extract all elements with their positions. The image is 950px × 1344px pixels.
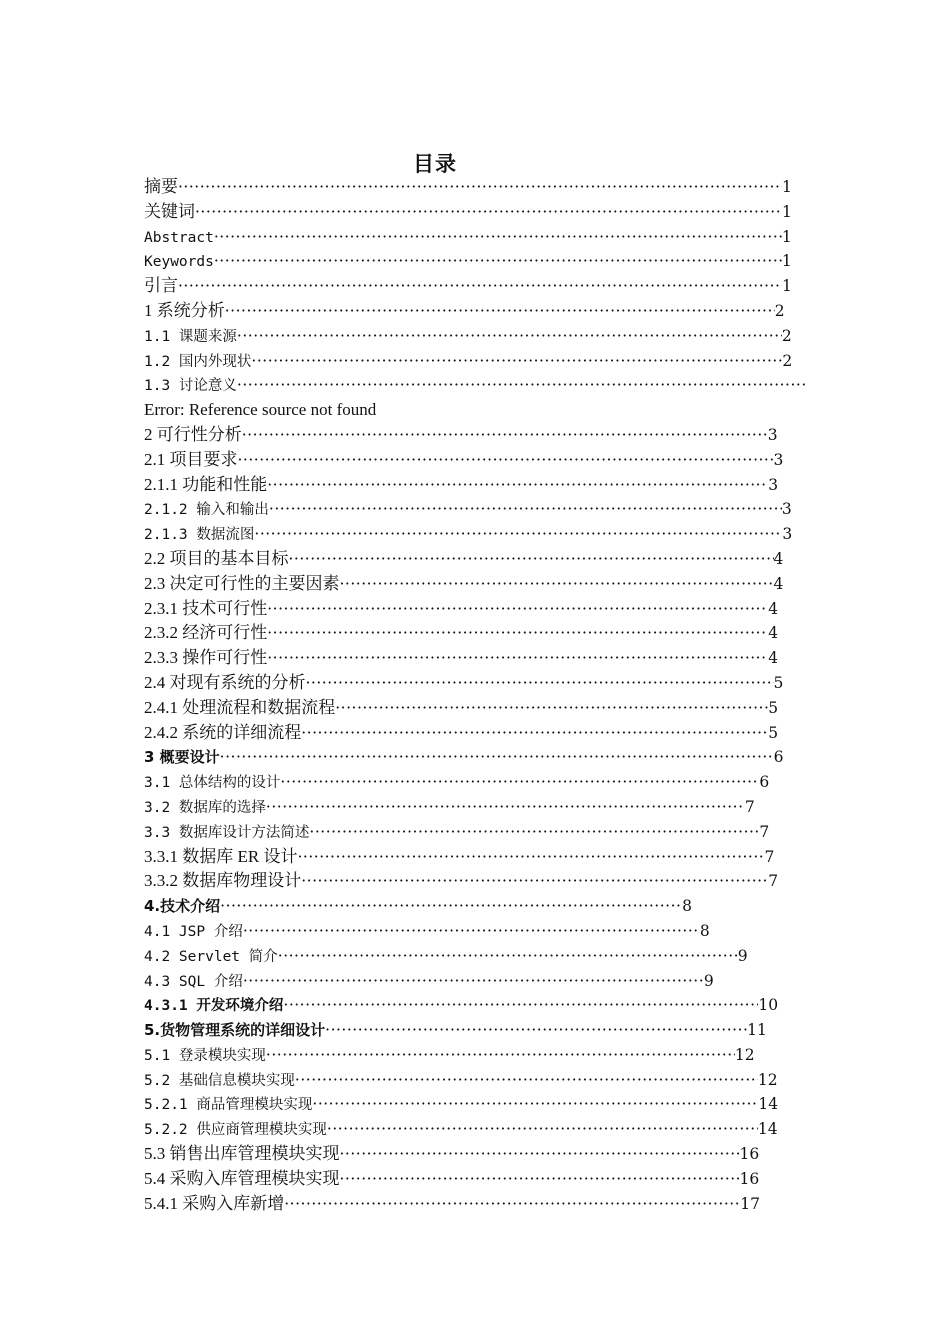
toc-entry-label: Error: Reference source not found: [144, 400, 377, 420]
toc-entry-label: 2.1.1 功能和性能: [144, 474, 268, 494]
toc-entry[interactable]: [144, 249, 808, 274]
toc-entry[interactable]: [144, 646, 808, 671]
toc-entry[interactable]: [144, 1043, 808, 1068]
toc-entry-label: 5.1 登录模块实现: [144, 1047, 266, 1064]
toc-dot-leader: [195, 200, 782, 225]
toc-page-number: 8: [699, 921, 710, 940]
toc-entry-label: 5.4 采购入库管理模块实现: [144, 1168, 340, 1188]
toc-page-number: 4: [773, 549, 784, 568]
toc-page-number: 1: [782, 178, 792, 196]
toc-entry[interactable]: [144, 349, 808, 374]
toc-entry-label: 2.1.3 数据流图: [144, 527, 255, 544]
toc-entry-label: 4.技术介绍: [144, 897, 221, 916]
toc-dot-leader: [237, 373, 808, 398]
toc-entry[interactable]: [144, 845, 808, 870]
toc-page-number: 16: [739, 1169, 760, 1188]
toc-page-number: 14: [757, 1120, 778, 1139]
toc-dot-leader: [178, 175, 782, 200]
toc-entry-label: 3.2 数据库的选择: [144, 799, 266, 816]
toc-entry-label: 3.3.2 数据库物理设计: [144, 871, 302, 891]
toc-entry-label: 1.1 课题来源: [144, 328, 237, 345]
toc-entry-label: 1.3 讨论意义: [144, 378, 237, 395]
toc-page-number: 2: [781, 326, 792, 345]
toc-page-number: 3: [782, 525, 793, 544]
toc-page-number: 3: [767, 425, 778, 444]
toc-entry[interactable]: [144, 1018, 808, 1043]
toc-page-number: 2: [782, 351, 793, 370]
toc-page-number: 17: [740, 1194, 760, 1213]
toc-page-number: 1: [782, 277, 792, 296]
toc-entry-label: 2.2 项目的基本目标: [144, 548, 289, 568]
toc-dot-leader: [266, 795, 745, 820]
toc-entry[interactable]: [144, 1092, 808, 1117]
toc-page-number: 7: [768, 872, 779, 891]
toc-entry-label: 4.3.1 开发环境介绍: [144, 998, 284, 1015]
toc-dot-leader: [243, 919, 700, 944]
toc-entry-label: 2 可行性分析: [144, 424, 242, 444]
toc-entry-label: Keywords: [144, 254, 214, 271]
toc-dot-leader: [340, 572, 774, 597]
toc-dot-leader: [238, 448, 774, 473]
toc-dot-leader: [266, 1043, 735, 1068]
toc-entry[interactable]: [144, 1117, 808, 1142]
toc-entry-label: 5.2 基础信息模块实现: [144, 1072, 295, 1089]
toc-dot-leader: [251, 349, 782, 374]
toc-entry[interactable]: [144, 671, 808, 696]
toc-page-number: 1: [781, 227, 792, 246]
toc-dot-leader: [267, 597, 768, 622]
toc-page-number: 16: [739, 1145, 760, 1164]
toc-page-number: 4: [768, 599, 779, 618]
toc-title: 目录: [413, 152, 457, 176]
toc-entry[interactable]: [144, 944, 808, 969]
toc-dot-leader: [243, 969, 704, 994]
toc-entry[interactable]: [144, 770, 808, 795]
toc-entry-label: 2.3.1 技术可行性: [144, 598, 268, 618]
toc-page-number: 4: [768, 624, 779, 643]
toc-entry[interactable]: [144, 1167, 808, 1192]
toc-page-number: 10: [758, 996, 779, 1015]
toc-entry-label: 2.4 对现有系统的分析: [144, 672, 306, 692]
toc-page-number: 2: [774, 301, 785, 320]
toc-entry-label: 3.3 数据库设计方法简述: [144, 824, 310, 841]
toc-dot-leader: [267, 473, 768, 498]
toc-entry[interactable]: [144, 721, 808, 746]
toc-entry[interactable]: [144, 175, 808, 200]
toc-entry-label: 5.2.1 商品管理模块实现: [144, 1097, 313, 1114]
toc-dot-leader: [269, 497, 782, 522]
toc-dot-leader: [301, 869, 768, 894]
toc-entry[interactable]: [144, 572, 808, 597]
toc-dot-leader: [340, 1167, 740, 1192]
toc-entry[interactable]: [144, 894, 808, 919]
toc-page-number: 6: [759, 773, 770, 792]
toc-entry-label: 5.3 销售出库管理模块实现: [144, 1144, 340, 1164]
toc-dot-leader: [306, 671, 774, 696]
toc-dot-leader: [325, 1018, 747, 1043]
toc-entry-label: 2.3.3 操作可行性: [144, 648, 268, 668]
toc-entry-label: 3 概要设计: [144, 748, 220, 767]
toc-entry[interactable]: [144, 919, 808, 944]
toc-page-number: 7: [759, 822, 770, 841]
toc-entry-label: 摘要: [144, 177, 178, 196]
toc-entry[interactable]: [144, 324, 808, 349]
toc-entry[interactable]: [144, 497, 808, 522]
toc-entry[interactable]: [144, 299, 808, 324]
toc-dot-leader: [254, 522, 782, 547]
toc-entry[interactable]: [144, 274, 808, 299]
toc-page-number: 1: [782, 202, 792, 221]
toc-entry[interactable]: [144, 225, 808, 250]
toc-page-number: 5: [773, 673, 784, 692]
toc-dot-leader: [214, 249, 782, 274]
toc-page-number: 7: [764, 847, 775, 866]
toc-page-number: 3: [768, 475, 779, 494]
toc-entry-label: 3.1 总体结构的设计: [144, 775, 281, 792]
toc-page-number: 5: [768, 698, 779, 717]
toc-dot-leader: [220, 745, 774, 770]
toc-dot-leader: [267, 646, 768, 671]
toc-dot-leader: [309, 820, 759, 845]
toc-dot-leader: [237, 324, 782, 349]
toc-entry-label: 4.2 Servlet 简介: [144, 948, 278, 965]
toc-dot-leader: [280, 770, 759, 795]
toc-entry[interactable]: [144, 1192, 808, 1217]
toc-entry-label: 关键词: [144, 201, 195, 221]
toc-entry[interactable]: [144, 373, 808, 398]
toc-entry-label: 2.3.2 经济可行性: [144, 623, 268, 643]
toc-page-number: 6: [773, 748, 784, 767]
toc-entry-label: 2.1 项目要求: [144, 449, 238, 469]
toc-entry[interactable]: [144, 993, 808, 1018]
toc-entry[interactable]: [144, 423, 808, 448]
toc-dot-leader: [225, 299, 775, 324]
toc-entry[interactable]: [144, 398, 808, 423]
toc-dot-leader: [301, 721, 768, 746]
toc-entry-label: 2.4.2 系统的详细流程: [144, 722, 302, 742]
toc-entry[interactable]: [144, 696, 808, 721]
toc-page-number: 3: [781, 500, 792, 519]
toc-entry[interactable]: [144, 795, 808, 820]
toc-dot-leader: [312, 1092, 758, 1117]
toc-dot-leader: [340, 1142, 740, 1167]
toc-page-number: 4: [768, 649, 779, 668]
toc-entry-label: 引言: [144, 276, 178, 296]
toc-page-number: 8: [682, 897, 693, 916]
toc-dot-leader: [284, 1192, 740, 1217]
toc-entry-label: 4.3 SQL 介绍: [144, 973, 243, 990]
toc-entry-label: 2.1.2 输入和输出: [144, 502, 269, 519]
toc-entry-label: 3.3.1 数据库 ER 设计: [144, 846, 298, 866]
toc-page-number: 12: [734, 1045, 755, 1064]
toc-entry[interactable]: [144, 200, 808, 225]
toc-page-number: 12: [757, 1070, 778, 1089]
toc-entry-label: 2.4.1 处理流程和数据流程: [144, 697, 336, 717]
toc-entry[interactable]: [144, 448, 808, 473]
toc-page-number: 4: [773, 574, 784, 593]
toc-entry-label: 5.2.2 供应商管理模块实现: [144, 1122, 327, 1139]
toc-dot-leader: [289, 547, 774, 572]
toc-entry[interactable]: [144, 547, 808, 572]
toc-entry[interactable]: [144, 820, 808, 845]
toc-entry[interactable]: [144, 621, 808, 646]
toc-entry-label: Abstract: [144, 229, 214, 246]
toc-entry[interactable]: [144, 473, 808, 498]
toc-page-number: 11: [747, 1021, 767, 1040]
toc-dot-leader: [214, 225, 782, 250]
toc-dot-leader: [295, 1068, 758, 1093]
toc-page-number: 14: [758, 1095, 779, 1114]
toc-entry[interactable]: [144, 745, 808, 770]
toc-entry-label: 1.2 国内外现状: [144, 353, 252, 370]
table-of-contents: [144, 175, 808, 1216]
toc-page-number: 3: [773, 450, 784, 469]
toc-entry-label: 2.3 决定可行性的主要因素: [144, 573, 340, 593]
toc-page-number: 1: [781, 252, 792, 271]
toc-entry[interactable]: [144, 597, 808, 622]
toc-entry[interactable]: [144, 522, 808, 547]
toc-entry[interactable]: [144, 1068, 808, 1093]
toc-page-number: 7: [744, 797, 755, 816]
toc-entry-label: 4.1 JSP 介绍: [144, 923, 243, 940]
toc-entry[interactable]: [144, 1142, 808, 1167]
toc-entry[interactable]: [144, 969, 808, 994]
toc-page-number: 9: [703, 971, 714, 990]
toc-entry-label: 5.货物管理系统的详细设计: [144, 1021, 326, 1040]
toc-dot-leader: [220, 894, 682, 919]
toc-page-number: 9: [737, 946, 748, 965]
toc-dot-leader: [283, 993, 758, 1018]
toc-dot-leader: [178, 274, 782, 299]
toc-entry-label: 5.4.1 采购入库新增: [144, 1193, 285, 1213]
toc-dot-leader: [242, 423, 768, 448]
toc-entry[interactable]: [144, 869, 808, 894]
toc-dot-leader: [267, 621, 768, 646]
toc-page-number: 5: [768, 723, 779, 742]
toc-dot-leader: [335, 696, 768, 721]
toc-dot-leader: [327, 1117, 758, 1142]
toc-entry-label: 1 系统分析: [144, 300, 225, 320]
toc-dot-leader: [278, 944, 738, 969]
toc-dot-leader: [297, 845, 764, 870]
